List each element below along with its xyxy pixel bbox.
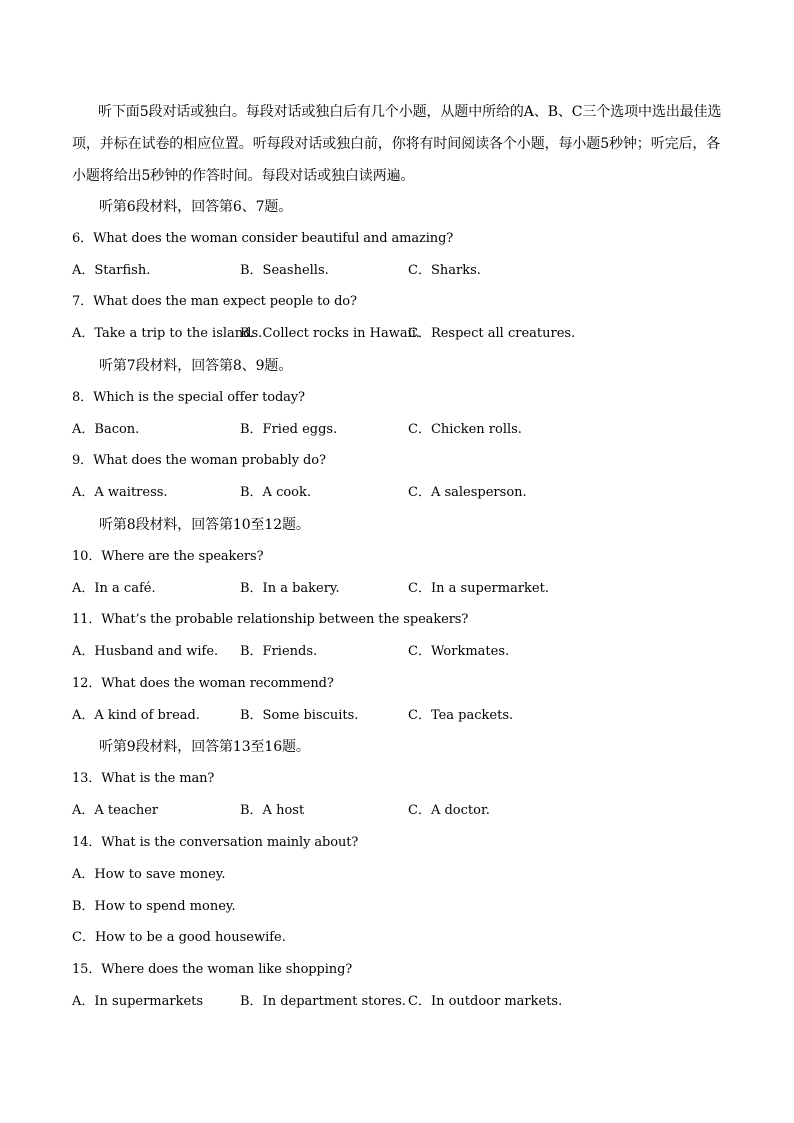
question-6-option-a: A．Starfish. xyxy=(72,263,151,278)
question-7-option-a: A．Take a trip to the islands. xyxy=(72,326,263,341)
question-15-option-a: A．In supermarkets xyxy=(72,994,204,1009)
question-10-option-a: A．In a café. xyxy=(72,581,156,596)
question-14-option-b: B．How to spend money. xyxy=(72,899,236,914)
question-14-option-c: C．How to be a good housewife. xyxy=(72,930,286,945)
question-10-stem: 10．Where are the speakers? xyxy=(72,549,264,564)
question-15-option-c: C．In outdoor markets. xyxy=(408,994,563,1009)
question-13-option-b: B．A host xyxy=(240,803,305,818)
question-13-option-c: C．A doctor. xyxy=(408,803,490,818)
question-12-stem: 12．What does the woman recommend? xyxy=(72,676,334,691)
section-6-heading: 听第6段材料，回答第6、7题。 xyxy=(99,199,293,215)
instructions xyxy=(72,96,732,192)
question-11-stem: 11．What’s the probable relationship between the speakers? xyxy=(72,612,469,627)
question-15-stem: 15．Where does the woman like shopping? xyxy=(72,962,353,977)
question-10-option-b: B．In a bakery. xyxy=(240,581,340,596)
question-7-option-c: C．Respect all creatures. xyxy=(408,326,576,341)
question-9-stem: 9．What does the woman probably do? xyxy=(72,453,326,468)
question-13-stem: 13．What is the man? xyxy=(72,771,215,786)
instructions-text: 听下面5段对话或独白。每段对话或独白后有几个小题，从题中所给的A、B、C三个选项中选出最佳选项，并标在试卷的相应位置。听每段对话或独白前，你将有时间阅读各个小题，每小题5秒钟；听完后，各小题将给出5秒钟的作答时间。每段对话或独白读两遍。 xyxy=(72,104,722,184)
question-14-option-a: A．How to save money. xyxy=(72,867,226,882)
question-14-stem: 14．What is the conversation mainly about? xyxy=(72,835,359,850)
question-6-option-b: B．Seashells. xyxy=(240,263,329,278)
question-6-option-c: C．Sharks. xyxy=(408,263,481,278)
question-9-option-b: B．A cook. xyxy=(240,485,312,500)
question-7-stem: 7．What does the man expect people to do? xyxy=(72,294,357,309)
question-12-option-b: B．Some biscuits. xyxy=(240,708,359,723)
question-9-option-a: A．A waitress. xyxy=(72,485,168,500)
section-8-heading: 听第8段材料，回答第10至12题。 xyxy=(99,517,310,533)
question-10-option-c: C．In a supermarket. xyxy=(408,581,549,596)
question-12-option-a: A．A kind of bread. xyxy=(72,708,200,723)
question-15-option-b: B．In department stores. xyxy=(240,994,406,1009)
question-13-option-a: A．A teacher xyxy=(72,803,159,818)
question-8-option-c: C．Chicken rolls. xyxy=(408,422,522,437)
question-9-option-c: C．A salesperson. xyxy=(408,485,527,500)
section-7-heading: 听第7段材料，回答第8、9题。 xyxy=(99,358,293,374)
section-9-heading: 听第9段材料，回答第13至16题。 xyxy=(99,739,310,755)
question-11-option-c: C．Workmates. xyxy=(408,644,510,659)
question-12-option-c: C．Tea packets. xyxy=(408,708,514,723)
question-7-option-b: B．Collect rocks in Hawaii. xyxy=(240,326,421,341)
question-11-option-a: A．Husband and wife. xyxy=(72,644,219,659)
question-6-stem: 6．What does the woman consider beautiful and amazing? xyxy=(72,231,454,246)
question-8-option-b: B．Fried eggs. xyxy=(240,422,338,437)
question-11-option-b: B．Friends. xyxy=(240,644,318,659)
question-8-stem: 8．Which is the special offer today? xyxy=(72,390,305,405)
question-8-option-a: A．Bacon. xyxy=(72,422,140,437)
